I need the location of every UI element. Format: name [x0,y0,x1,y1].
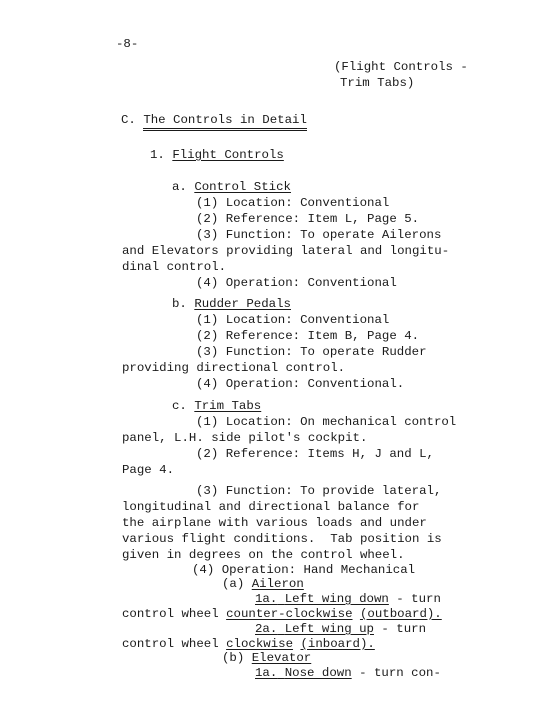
aileron-item-1-position: (outboard). [359,607,442,621]
rudder-pedals-heading [172,297,291,311]
section-heading [121,113,307,127]
header-line-1: (Flight Controls - [334,60,468,74]
aileron-item-2-rotation: clockwise [226,637,294,651]
rudder-pedals-function-1: (3) Function: To operate Rudder [196,345,427,359]
elevator-item-1-rest: - turn con- [359,666,441,680]
section-prefix: C. [121,113,136,127]
trim-tabs-location-2: panel, L.H. side pilot's cockpit. [122,431,368,445]
aileron-item-1-space [277,592,284,606]
page-number: -8- [116,37,139,51]
trim-tabs-prefix: c. [172,399,187,413]
aileron-heading [222,577,304,591]
elevator-item-1-space [277,666,284,680]
aileron-item-1 [255,592,441,606]
elevator-prefix: (b) [222,651,245,665]
rudder-pedals-reference: (2) Reference: Item B, Page 4. [196,329,420,343]
control-stick-reference: (2) Reference: Item L, Page 5. [196,212,420,226]
control-stick-location: (1) Location: Conventional [196,196,390,210]
aileron-item-1-wheel: control wheel [122,607,219,621]
rudder-pedals-operation: (4) Operation: Conventional. [196,377,405,391]
aileron-title: Aileron [251,577,304,591]
aileron-item-1-label: 1a. [255,592,278,606]
trim-tabs-function-1: (3) Function: To provide lateral, [196,484,442,498]
trim-tabs-reference-1: (2) Reference: Items H, J and L, [196,447,434,461]
trim-tabs-operation: (4) Operation: Hand Mechanical [192,563,416,577]
control-stick-title: Control Stick [194,180,291,194]
aileron-item-2-label: 2a. [255,622,278,636]
aileron-item-2-rest: - turn [381,622,427,636]
elevator-item-1-direction: Nose down [284,666,352,680]
subsection-heading [150,148,284,162]
aileron-item-2-wheel: control wheel [122,637,219,651]
trim-tabs-function-3: the airplane with various loads and under [122,516,427,530]
control-stick-prefix: a. [172,180,187,194]
aileron-item-1-line-2 [122,607,442,621]
subsection-prefix: 1. [150,148,165,162]
trim-tabs-function-4: various flight conditions. Tab position is [122,532,442,546]
trim-tabs-heading [172,399,261,413]
rudder-pedals-title: Rudder Pedals [194,297,291,311]
aileron-prefix: (a) [222,577,245,591]
control-stick-function-3: dinal control. [122,260,227,274]
control-stick-operation: (4) Operation: Conventional [196,276,397,290]
aileron-item-2-space [277,622,284,636]
aileron-item-1-direction: Left wing down [284,592,389,606]
rudder-pedals-location: (1) Location: Conventional [196,313,390,327]
rudder-pedals-prefix: b. [172,297,187,311]
subsection-title: Flight Controls [172,148,284,162]
aileron-item-2-direction: Left wing up [284,622,374,636]
trim-tabs-title: Trim Tabs [194,399,262,413]
trim-tabs-location-1: (1) Location: On mechanical control [196,415,457,429]
aileron-item-1-rest: - turn [396,592,441,606]
rudder-pedals-function-2: providing directional control. [122,361,346,375]
elevator-title: Elevator [251,651,312,665]
trim-tabs-reference-2: Page 4. [122,463,175,477]
aileron-item-2-position: (inboard). [300,637,375,651]
trim-tabs-function-2: longitudinal and directional balance for [122,500,420,514]
trim-tabs-function-5: given in degrees on the control wheel. [122,548,405,562]
elevator-item-1 [255,666,441,680]
aileron-item-2-line-2 [122,637,375,651]
section-title: The Controls in Detail [143,113,307,131]
elevator-item-1-label: 1a. [255,666,278,680]
aileron-item-2 [255,622,426,636]
aileron-item-1-rotation: counter-clockwise [226,607,353,621]
control-stick-function-2: and Elevators providing lateral and longitu- [122,244,450,258]
control-stick-heading [172,180,291,194]
control-stick-function-1: (3) Function: To operate Ailerons [196,228,442,242]
header-line-2: Trim Tabs) [340,76,415,90]
elevator-heading [222,651,311,665]
